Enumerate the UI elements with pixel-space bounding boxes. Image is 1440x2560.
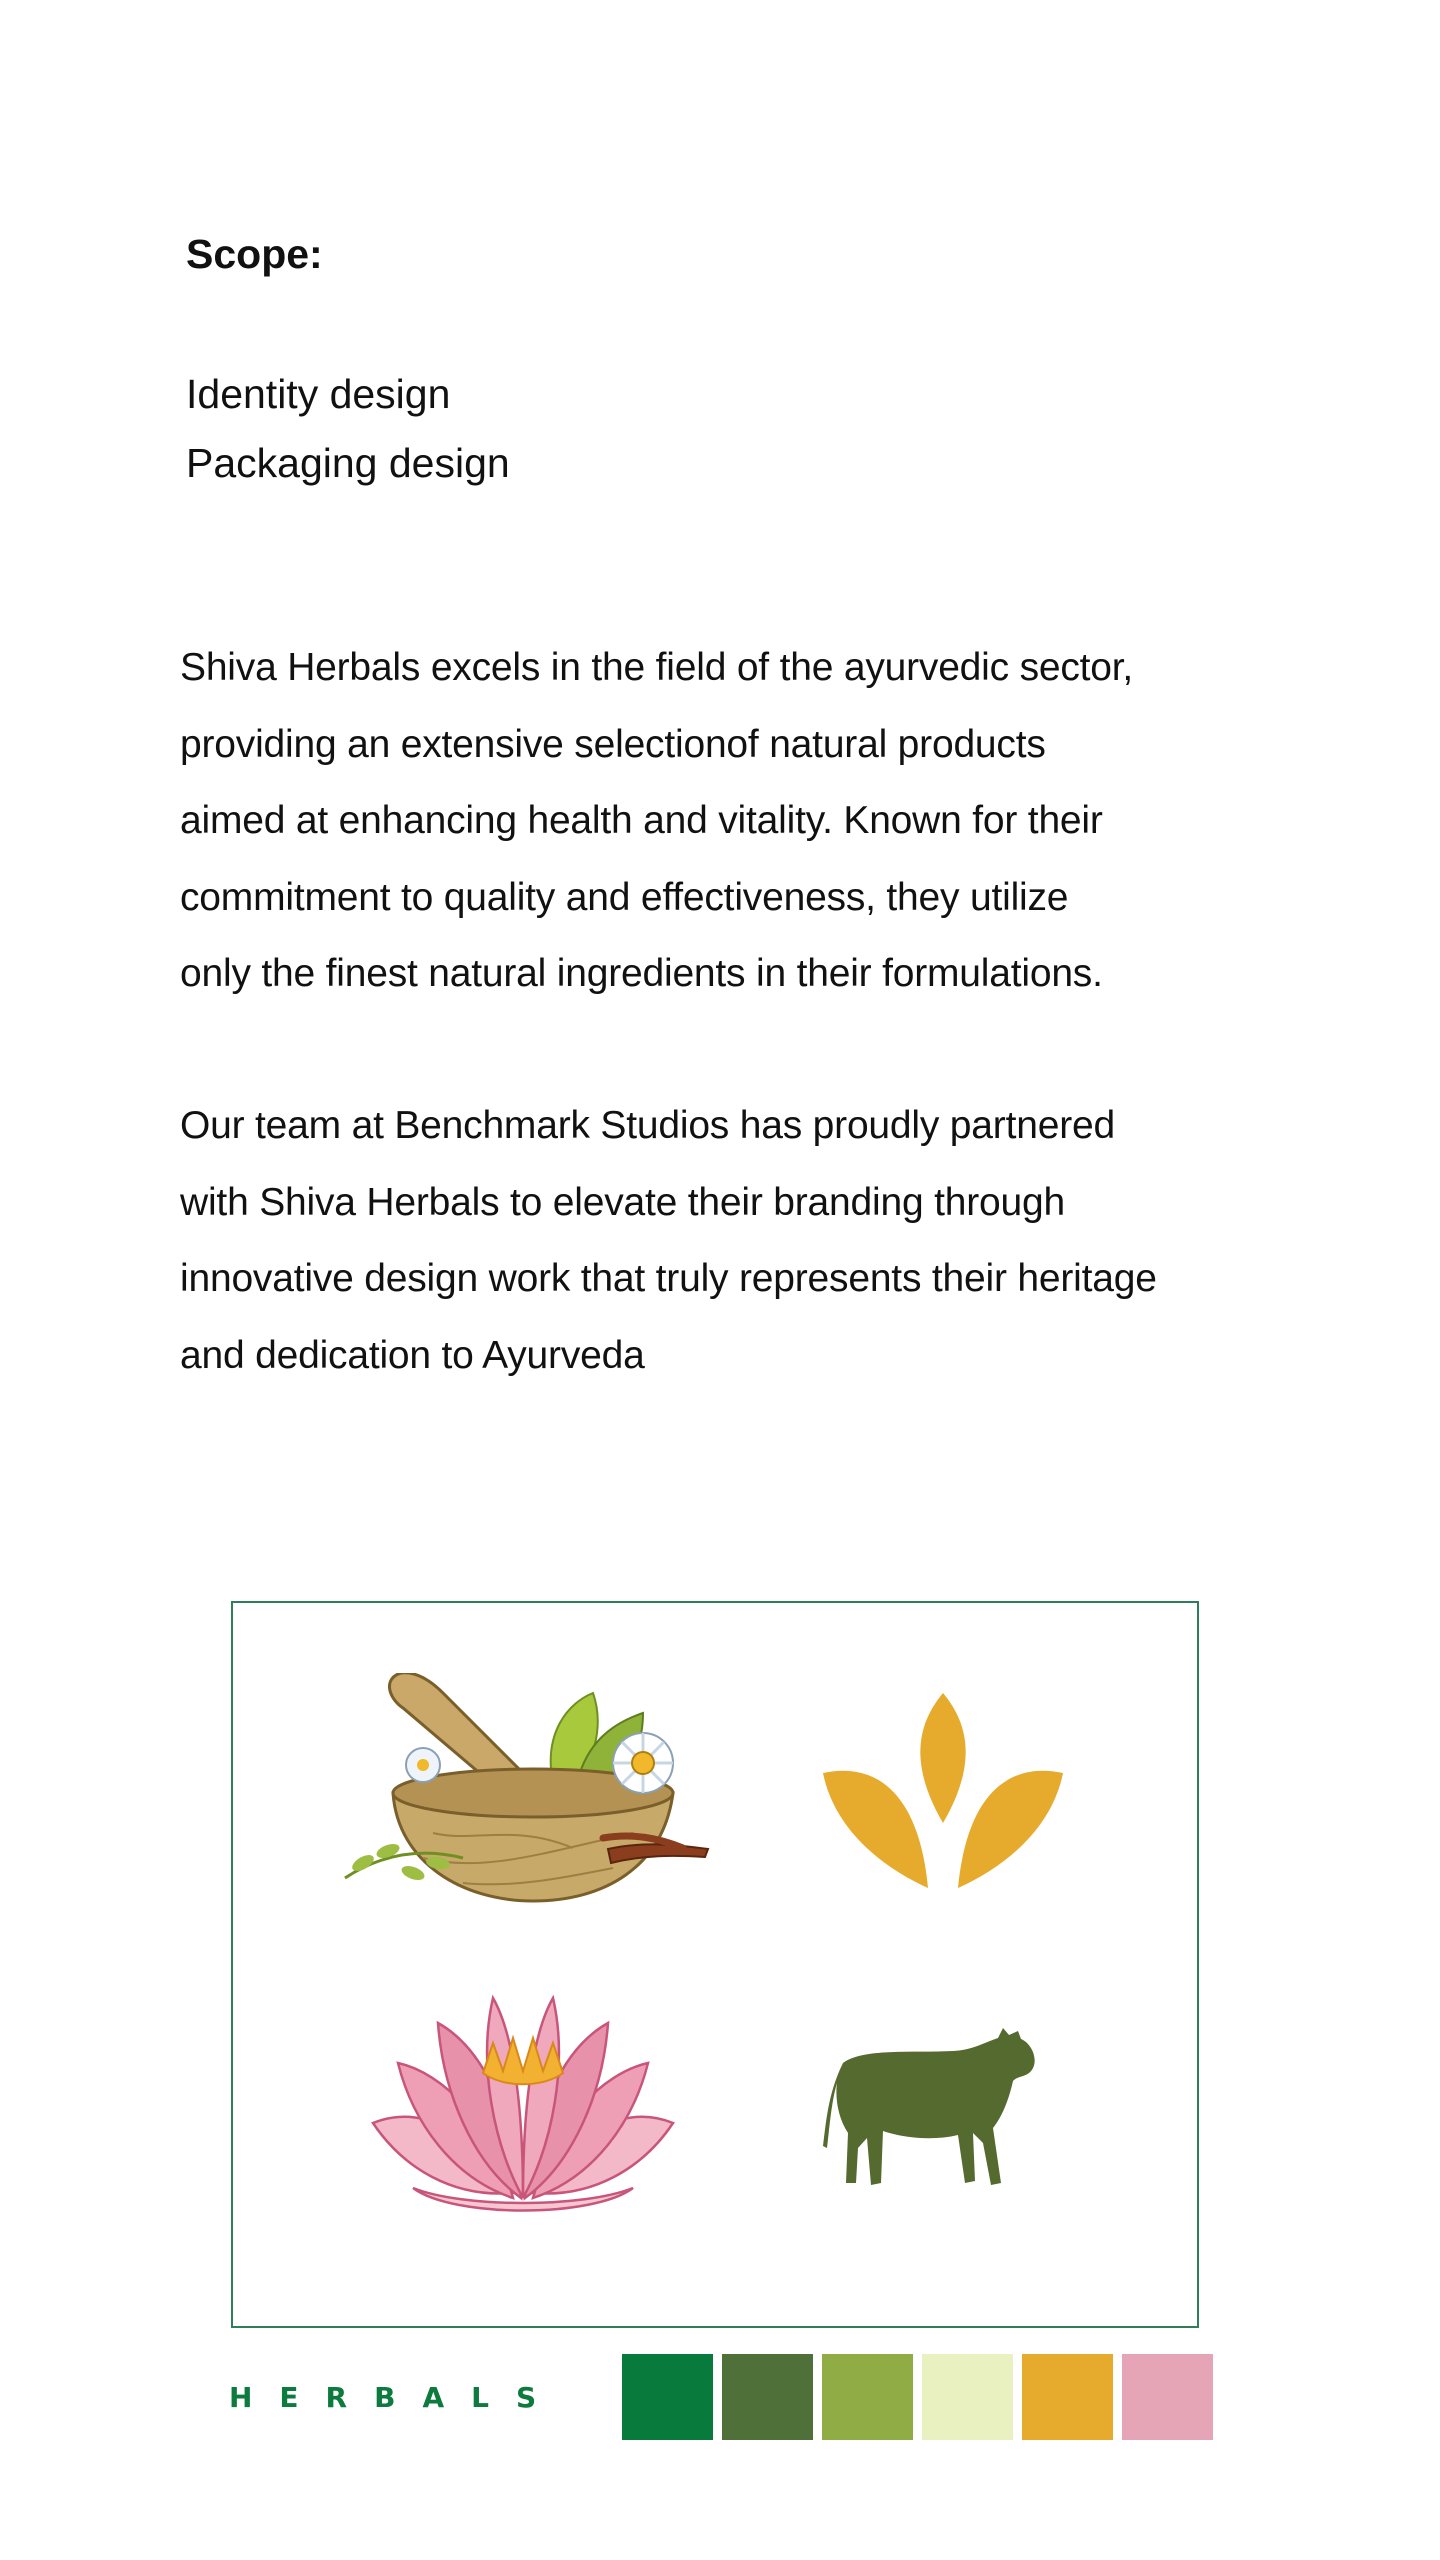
paragraph-line: innovative design work that truly represents their heritage [180,1257,1157,1300]
paragraph-line: Shiva Herbals excels in the field of the ayurvedic sector, [180,646,1134,689]
paragraph-line: with Shiva Herbals to elevate their branding through [180,1180,1065,1224]
scope-item-packaging-design: Packaging design [186,440,510,486]
cow-icon [823,2023,1043,2203]
palette-swatch-pale-lime [922,2354,1013,2440]
palette-swatch-leaf-green [822,2354,913,2440]
paragraph-line: Our team at Benchmark Studios has proudly partnered [180,1104,1115,1147]
scope-list [186,360,510,498]
paragraph-line: aimed at enhancing health and vitality. Known for their [180,799,1103,842]
description-paragraph-2 [180,1088,1300,1394]
paragraph-line: and dedication to Ayurveda [180,1333,645,1377]
palette-swatch-pink [1122,2354,1213,2440]
herbals-wordmark: HERBALS [229,2381,564,2414]
paragraph-line: only the finest natural ingredients in their formulations. [180,952,1103,995]
leaves-emblem-icon [823,1693,1063,1913]
scope-item-identity-design: Identity design [186,371,451,417]
palette-swatch-olive-green [722,2354,813,2440]
scope-title: Scope: [186,231,323,277]
palette-swatch-dark-green [622,2354,713,2440]
paragraph-line: providing an extensive selectionof natural products [180,722,1046,766]
brand-icon-board [231,1601,1199,2328]
lotus-icon [363,1993,683,2223]
mortar-pestle-icon [343,1673,713,1923]
color-palette [622,2354,1213,2440]
description-paragraph-1 [180,630,1300,1013]
palette-swatch-gold [1022,2354,1113,2440]
paragraph-line: commitment to quality and effectiveness, they utilize [180,875,1069,919]
